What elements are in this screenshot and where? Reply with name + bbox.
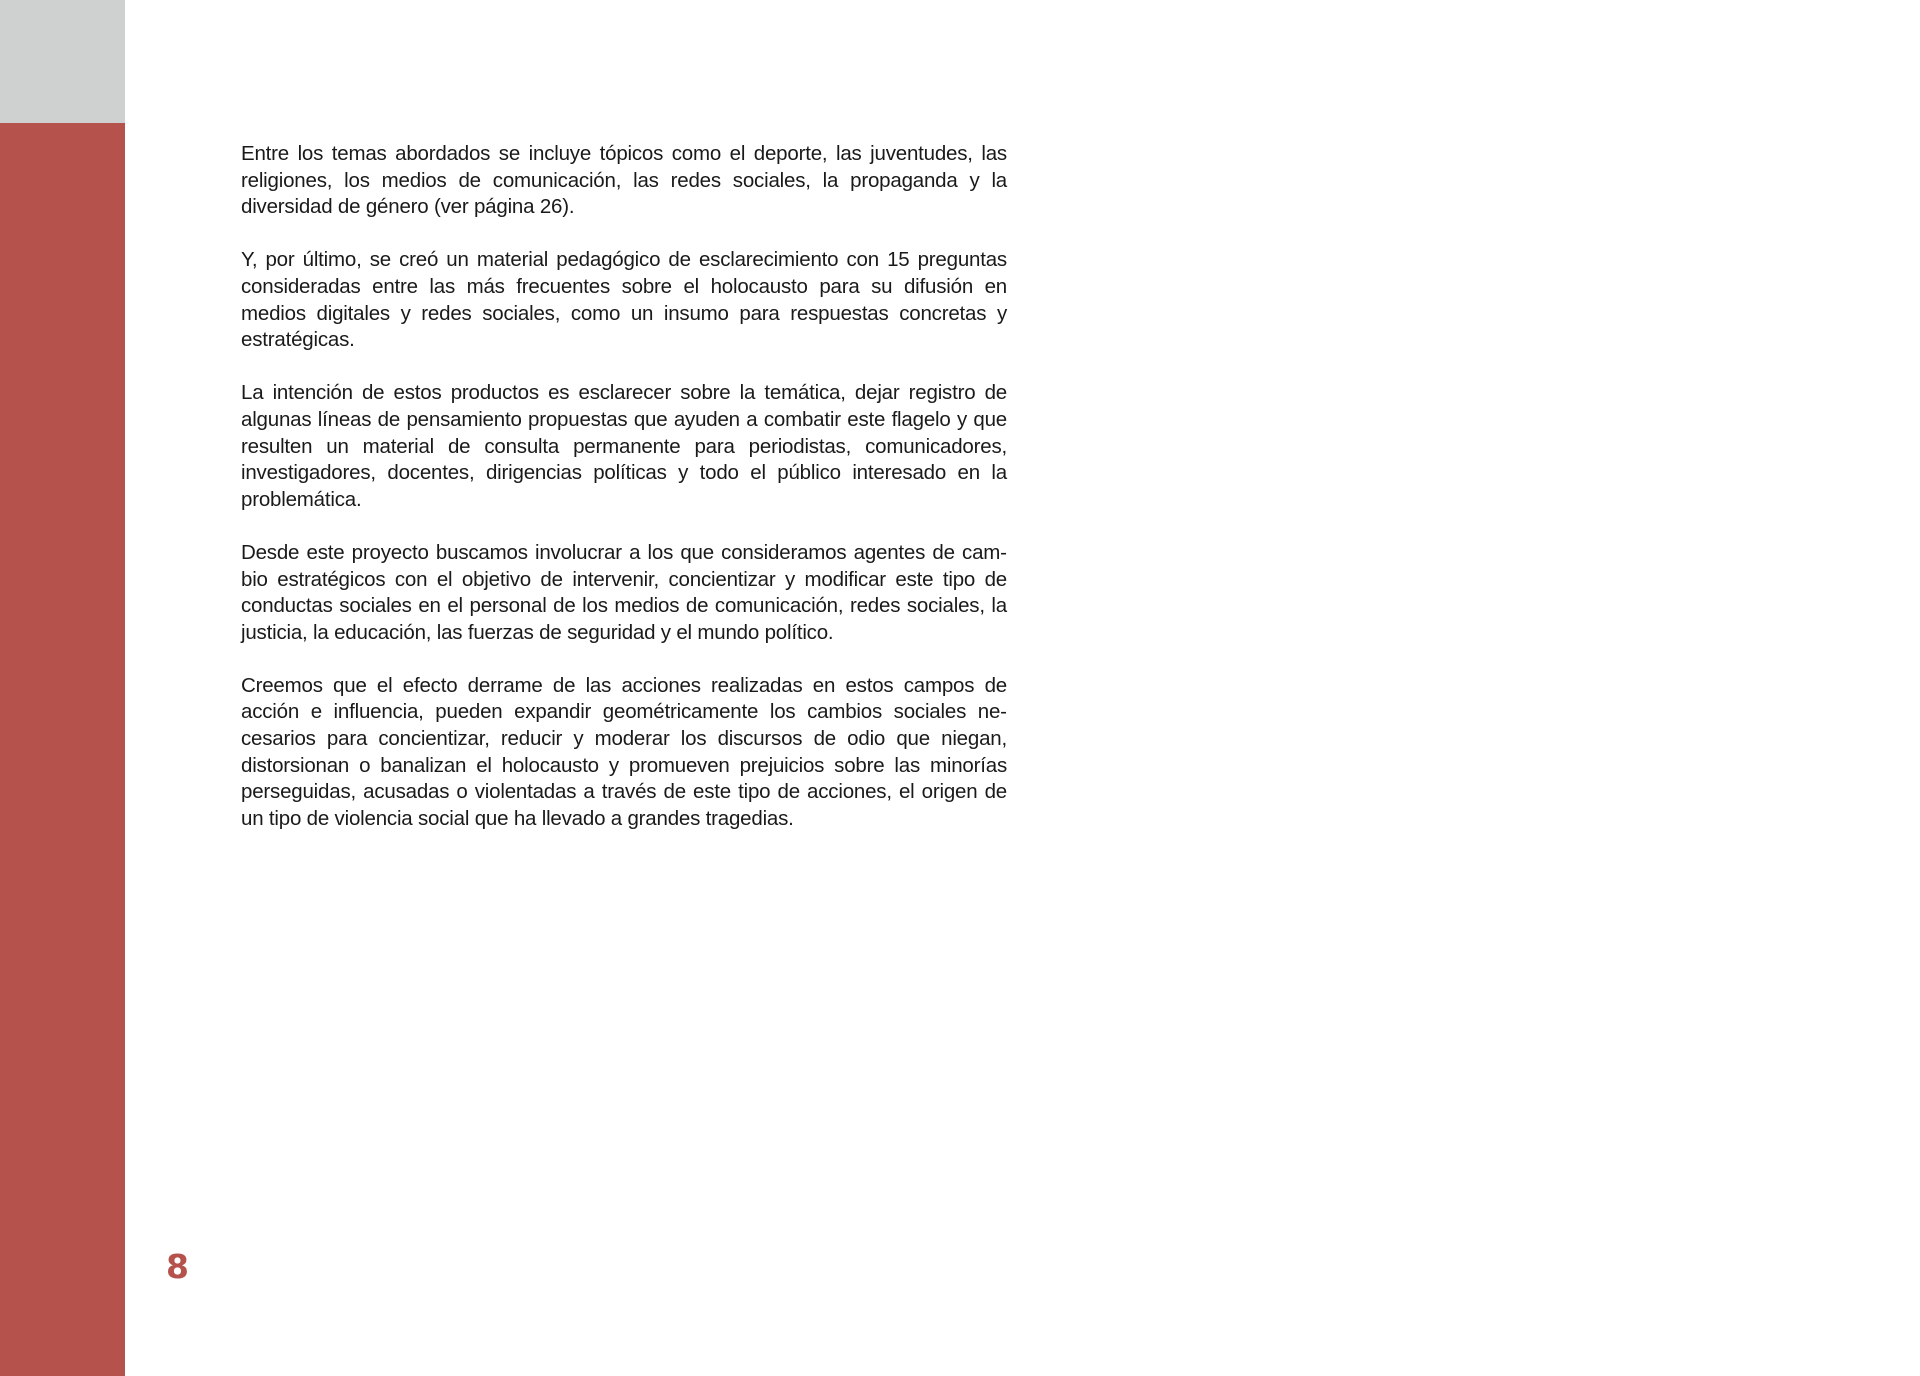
paragraph-1: Entre los temas abordados se incluye tópicos como el deporte, las juventudes, las religiones, los medios de comunicación, las redes sociales, la propaganda y la diversidad de género (ver página 26). xyxy=(241,142,1007,219)
paragraph-5: Creemos que el efecto derrame de las acciones realizadas en estos campos de acción e influencia, pueden expandir geométricamente los cambios sociales necesarios para concientizar, reducir y moderar los discursos de odio que niegan, distorsionan o banalizan el holocausto y promueven prejuicios sobre las minorías perseguidas, acusadas o violentadas a través de este tipo de acciones, el origen de un tipo de violencia social que ha llevado a grandes tragedias. xyxy=(241,673,1007,830)
sidebar-gray-block xyxy=(0,0,125,123)
paragraph-4: Desde este proyecto buscamos involucrar a los que consideramos agentes de cambio estratégicos con el objetivo de intervenir, concientizar y modificar este tipo de conductas sociales en el personal de los medios de comunicación, redes sociales, la justicia, la educación, las fuerzas de seguridad y el mundo político. xyxy=(241,540,1007,644)
body-text xyxy=(241,141,1007,859)
paragraph-3: La intención de estos productos es esclarecer sobre la temática, dejar registro de algunas líneas de pensamiento propuestas que ayuden a combatir este flagelo y que resulten un material de consulta permanente para periodistas, comunicadores, investigadores, docentes, dirigencias políticas y todo el público interesado en la problemática. xyxy=(241,381,1007,511)
sidebar-red-band xyxy=(0,0,125,1376)
page-number: 8 xyxy=(166,1247,189,1286)
paragraph-2: Y, por último, se creó un material pedagógico de esclarecimiento con 15 preguntas consideradas entre las más frecuentes sobre el holocausto para su difusión en medios digitales y redes sociales, como un insumo para respuestas concretas y estratégicas. xyxy=(241,248,1007,352)
